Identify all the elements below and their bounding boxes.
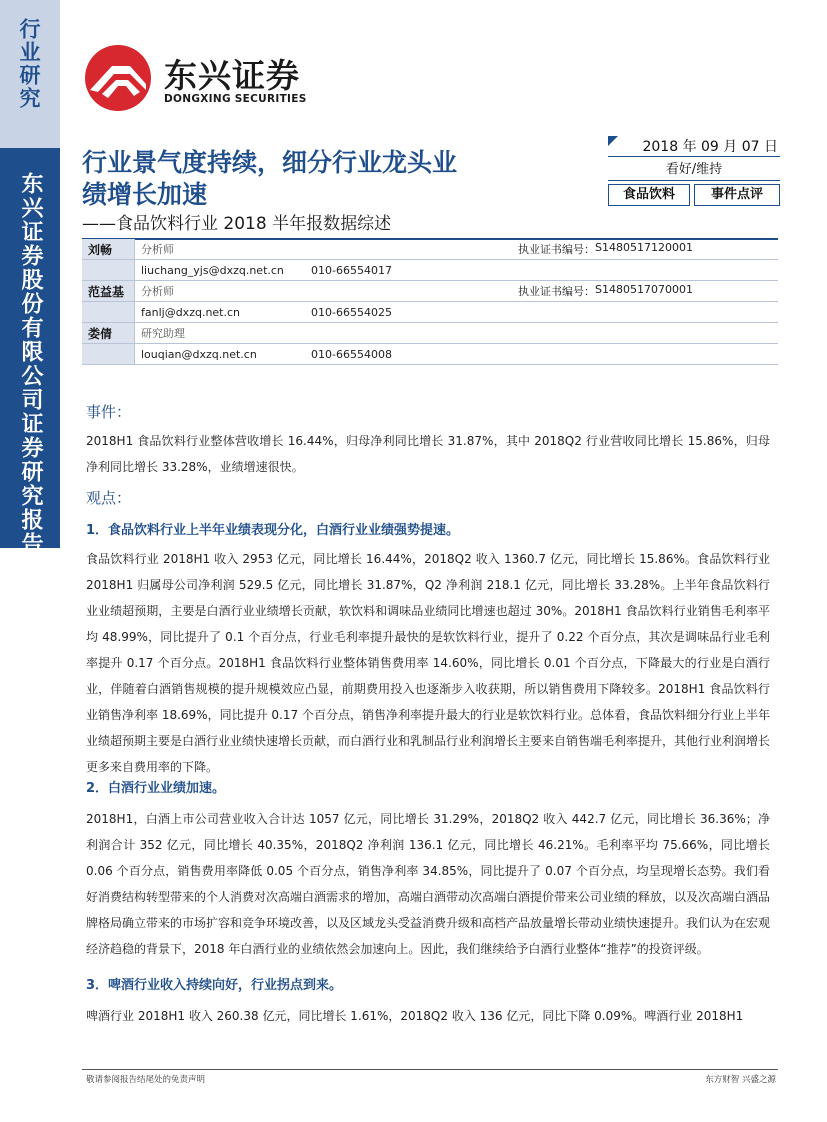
analyst-contact-row [82,344,778,365]
logo-name-cn: 东兴证券 [164,56,300,95]
analyst-contact-row [82,260,778,281]
sector-tag: 食品饮料 [608,184,690,206]
sidebar-category-label: 行业研究 [17,18,41,110]
cert-label: 执业证书编号： [518,285,595,298]
analyst-row [82,239,778,260]
analyst-role: 分析师 [141,285,174,298]
report-date: 2018 年 09 月 07 日 [642,139,778,155]
analyst-phone: 010-66554025 [311,305,392,319]
analyst-table [82,239,778,365]
report-title-line2: 绩增长加速 [82,180,208,209]
analyst-phone: 010-66554008 [311,347,392,361]
cert-number: S1480517120001 [595,241,693,254]
report-type-tag: 事件点评 [694,184,780,206]
event-paragraph: 2018H1 食品饮料行业整体营收增长 16.44%，归母净利同比增长 31.87%，其中 2018Q2 行业营收同比增长 15.86%，归母净利同比增长 33.28%，业绩增速很快。 [86,434,770,474]
report-title-line1: 行业景气度持续，细分行业龙头业 [82,148,458,177]
sidebar-company-label: 东兴证券股份有限公司证券研究报告 [18,172,43,556]
analyst-name: 娄倩 [82,323,135,344]
cert-label: 执业证书编号： [518,243,595,256]
cert-number: S1480517070001 [595,283,693,296]
analyst-email: fanlj@dxzq.net.cn [141,305,241,319]
section-paragraph-2: 2018H1，白酒上市公司营业收入合计达 1057 亿元，同比增长 31.29%，2018Q2 收入 442.7 亿元，同比增长 36.36%；净利润合计 352 亿元，同比增长 40.35%，2018Q2 净利润 136.1 亿元，同比增长 46.21%。毛利率平均 75.66%，同比增长 0.06 个百分点，销售费用率降低 0.05 个百分点，销售净利率 34.85%，同比提升了 0.07 个百分点，均呈现增长态势。我们看好消费结构转型带来的个人消费对次高端白酒需求的增加，高端白酒带动次高端白酒提价带来公司业绩的释放，以及次高端白酒品牌格局确立带来的市场扩容和竞争环境改善，以及区域龙头受益消费升级和高档产品放量增长带动业绩快速提升。我们认为在宏观经济趋稳的背景下，2018 年白酒行业的业绩依然会加速向上。因此，我们继续给予白酒行业整体“推荐”的投资评级。 [86,812,771,956]
section-paragraph-1: 食品饮料行业 2018H1 收入 2953 亿元，同比增长 16.44%，2018Q2 收入 1360.7 亿元，同比增长 15.86%。食品饮料行业 2018H1 归属母公司净利润 529.5 亿元，同比增长 31.87%，Q2 净利润 218.1 亿元，同比增长 33.28%。上半年食品饮料行业业绩超预期，主要是白酒行业业绩增长贡献，软饮料和调味品业绩同比增速也超过 30%。2018H1 食品饮料行业销售毛利率平均 48.99%，同比提升了 0.1 个百分点，行业毛利率提升最快的是软饮料行业，提升了 0.22 个百分点，其次是调味品行业毛利率提升 0.17 个百分点。2018H1 食品饮料行业整体销售费用率 14.60%，同比增长 0.01 个百分点，下降最大的行业是白酒行业，伴随着白酒销售规模的提升规模效应凸显，前期费用投入也逐渐步入收获期，所以销售费用下降较多。2018H1 食品饮料行业销售净利率 18.69%，同比提升 0.17 个百分点，销售净利率提升最大的行业是软饮料行业。总体看，食品饮料细分行业上半年业绩超预期主要是白酒行业业绩快速增长贡献，而白酒行业和乳制品行业利润增长主要来自销售端毛利率提升，其他行业利润增长更多来自费用率的下降。 [86,552,771,774]
analyst-phone: 010-66554017 [311,263,392,277]
date-divider [608,156,780,157]
section-title-1: 1．食品饮料行业上半年业绩表现分化，白酒行业业绩强势提速。 [86,523,460,538]
analyst-name: 刘畅 [82,239,135,260]
company-logo-icon [84,44,152,112]
report-subtitle: ——食品饮料行业 2018 半年报数据综述 [82,214,392,234]
footer-rule [82,1069,778,1070]
analyst-name: 范益基 [82,281,135,302]
analyst-email: louqian@dxzq.net.cn [141,347,257,361]
section-title-2: 2．白酒行业业绩加速。 [86,781,226,796]
analyst-contact-row [82,302,778,323]
analyst-row [82,323,778,344]
analyst-role: 分析师 [141,243,174,256]
view-heading: 观点： [86,489,132,507]
analyst-email: liuchang_yjs@dxzq.net.cn [141,263,284,277]
footer-slogan: 东方财智 兴盛之源 [705,1075,776,1085]
footer-disclaimer: 敬请参阅报告结尾处的免责声明 [86,1075,206,1085]
section-title-3: 3．啤酒行业收入持续向好，行业拐点到来。 [86,978,343,993]
section-paragraph-3: 啤酒行业 2018H1 收入 260.38 亿元，同比增长 1.61%，2018Q2 收入 136 亿元，同比下降 0.09%。啤酒行业 2018H1 [86,1009,744,1023]
analyst-role: 研究助理 [141,327,185,340]
event-heading: 事件： [86,403,132,421]
rating-label: 看好/维持 [608,160,780,181]
logo-name-en: DONGXING SECURITIES [164,93,307,105]
analyst-row [82,281,778,302]
